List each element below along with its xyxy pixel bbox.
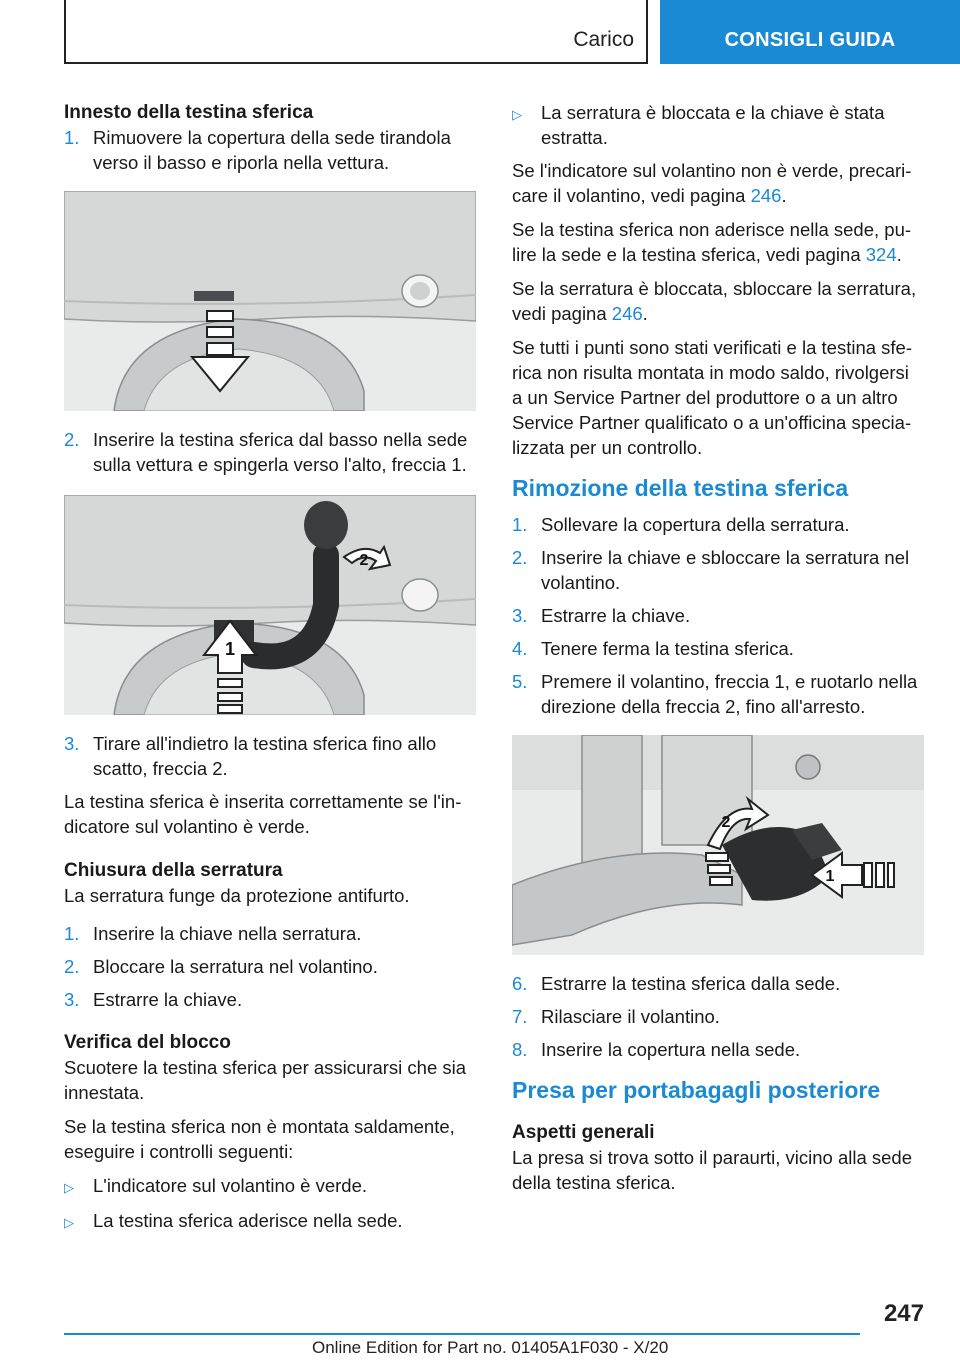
step-text: Rilasciare il volantino. [541, 1006, 720, 1027]
list-item [64, 731, 476, 781]
footer-divider [64, 1333, 860, 1335]
paragraph: Se la testina sferica non aderisce nella sede, pulire la sede e la testina sferica, vedi pagina 324. [512, 219, 912, 265]
list-item [64, 921, 476, 946]
step-text: Estrarre la testina sferica dalla sede. [541, 973, 841, 994]
list-item [64, 125, 476, 175]
list-item [512, 636, 924, 661]
step-text: Tenere ferma la testina sferica. [541, 638, 794, 659]
step-number: 1. [64, 923, 80, 944]
paragraph: Scuotere la testina sferica per assicurarsi che sia innestata. [64, 1057, 467, 1103]
list-item [64, 1208, 476, 1235]
list-item [512, 603, 924, 628]
list-item [512, 669, 924, 719]
step-number: 4. [512, 638, 528, 659]
bullet-icon: ▷ [64, 1215, 74, 1230]
step-text: Inserire la chiave nella serratura. [93, 923, 362, 944]
heading-chiusura: Chiusura della serratura [64, 860, 283, 881]
page-link[interactable]: 246 [611, 303, 643, 324]
heading-innesto: Innesto della testina sferica [64, 102, 314, 123]
paragraph: Se tutti i punti sono stati verificati e la testina sferica non risulta montata in modo saldo, rivolgersi a un Service Partner del produttore o a un altro Service Partner qualificato o a un'officina specializzata per un controllo. [512, 337, 913, 458]
bullet-text: La serratura è bloccata e la chiave è stata estratta. [541, 102, 885, 148]
figure-arrow-label: 1 [825, 868, 835, 885]
list-item [64, 954, 476, 979]
step-number: 3. [64, 989, 80, 1010]
step-text: Inserire la chiave e sbloccare la serratura nel volantino. [541, 547, 910, 593]
step-text: Rimuovere la copertura della sede tirandola verso il basso e riporla nella vettura. [93, 127, 451, 173]
paragraph: Se l'indicatore sul volantino non è verde, precaricare il volantino, vedi pagina 246. [512, 160, 912, 206]
step-text: Inserire la copertura nella sede. [541, 1039, 801, 1060]
right-column [512, 100, 924, 1204]
heading-presa: Presa per portabagagli posteriore [512, 1077, 881, 1103]
figure-insert-ball [64, 495, 476, 715]
step-text: Premere il volantino, freccia 1, e ruotarlo nella direzione della freccia 2, fino all'arresto. [541, 671, 918, 717]
step-number: 2. [64, 429, 80, 450]
paragraph: La presa si trova sotto il paraurti, vicino alla sede della testina sferica. [512, 1147, 913, 1193]
step-text: Inserire la testina sferica dal basso nella sede sulla vettura e spingerla verso l'alto, freccia 1. [93, 429, 468, 475]
page-link[interactable]: 246 [750, 185, 782, 206]
bullet-icon: ▷ [64, 1180, 74, 1195]
step-number: 8. [512, 1039, 528, 1060]
figure-remove-cover [64, 191, 476, 411]
step-number: 2. [512, 547, 528, 568]
step-number: 1. [64, 127, 80, 148]
header-left-box [64, 0, 648, 64]
paragraph: Se la testina sferica non è montata saldamente, eseguire i controlli seguenti: [64, 1116, 455, 1162]
figure-arrow-label: 2 [721, 814, 731, 831]
step-text: Sollevare la copertura della serratura. [541, 514, 850, 535]
step-number: 3. [64, 733, 80, 754]
bullet-text: La testina sferica aderisce nella sede. [93, 1210, 403, 1231]
paragraph: La serratura funge da protezione antifurto. [64, 885, 410, 906]
paragraph: La testina sferica è inserita correttamente se l'indicatore sul volantino è verde. [64, 791, 462, 837]
list-item [64, 987, 476, 1012]
bullet-icon: ▷ [512, 107, 522, 122]
heading-verifica: Verifica del blocco [64, 1032, 231, 1053]
list-item [512, 971, 924, 996]
list-item [64, 1173, 476, 1200]
heading-rimozione: Rimozione della testina sferica [512, 475, 849, 501]
paragraph: Se la serratura è bloccata, sbloccare la serratura, vedi pagina 246. [512, 278, 917, 324]
list-item [512, 1004, 924, 1029]
page-link[interactable]: 324 [865, 244, 897, 265]
step-number: 2. [64, 956, 80, 977]
step-text: Estrarre la chiave. [93, 989, 243, 1010]
list-item [64, 427, 476, 477]
page-number: 247 [883, 1300, 924, 1327]
step-number: 6. [512, 973, 528, 994]
step-text: Estrarre la chiave. [541, 605, 691, 626]
step-number: 5. [512, 671, 528, 692]
bullet-text: L'indicatore sul volantino è verde. [93, 1175, 368, 1196]
step-number: 7. [512, 1006, 528, 1027]
figure-arrow-label: 2 [359, 552, 369, 569]
left-column [64, 100, 476, 1243]
list-item [512, 1037, 924, 1062]
list-item [512, 512, 924, 537]
figure-arrow-label: 1 [224, 639, 236, 659]
step-text: Bloccare la serratura nel volantino. [93, 956, 378, 977]
list-item [512, 545, 924, 595]
header-chapter: CONSIGLI GUIDA [660, 0, 960, 64]
footer-edition: Online Edition for Part no. 01405A1F030 - X/20 [312, 1338, 669, 1357]
step-number: 1. [512, 514, 528, 535]
step-number: 3. [512, 605, 528, 626]
figure-remove-ball [512, 735, 924, 955]
step-text: Tirare all'indietro la testina sferica fino allo scatto, freccia 2. [93, 733, 437, 779]
list-item [512, 100, 924, 150]
heading-aspetti: Aspetti generali [512, 1122, 655, 1143]
header-section: Carico [573, 28, 634, 51]
